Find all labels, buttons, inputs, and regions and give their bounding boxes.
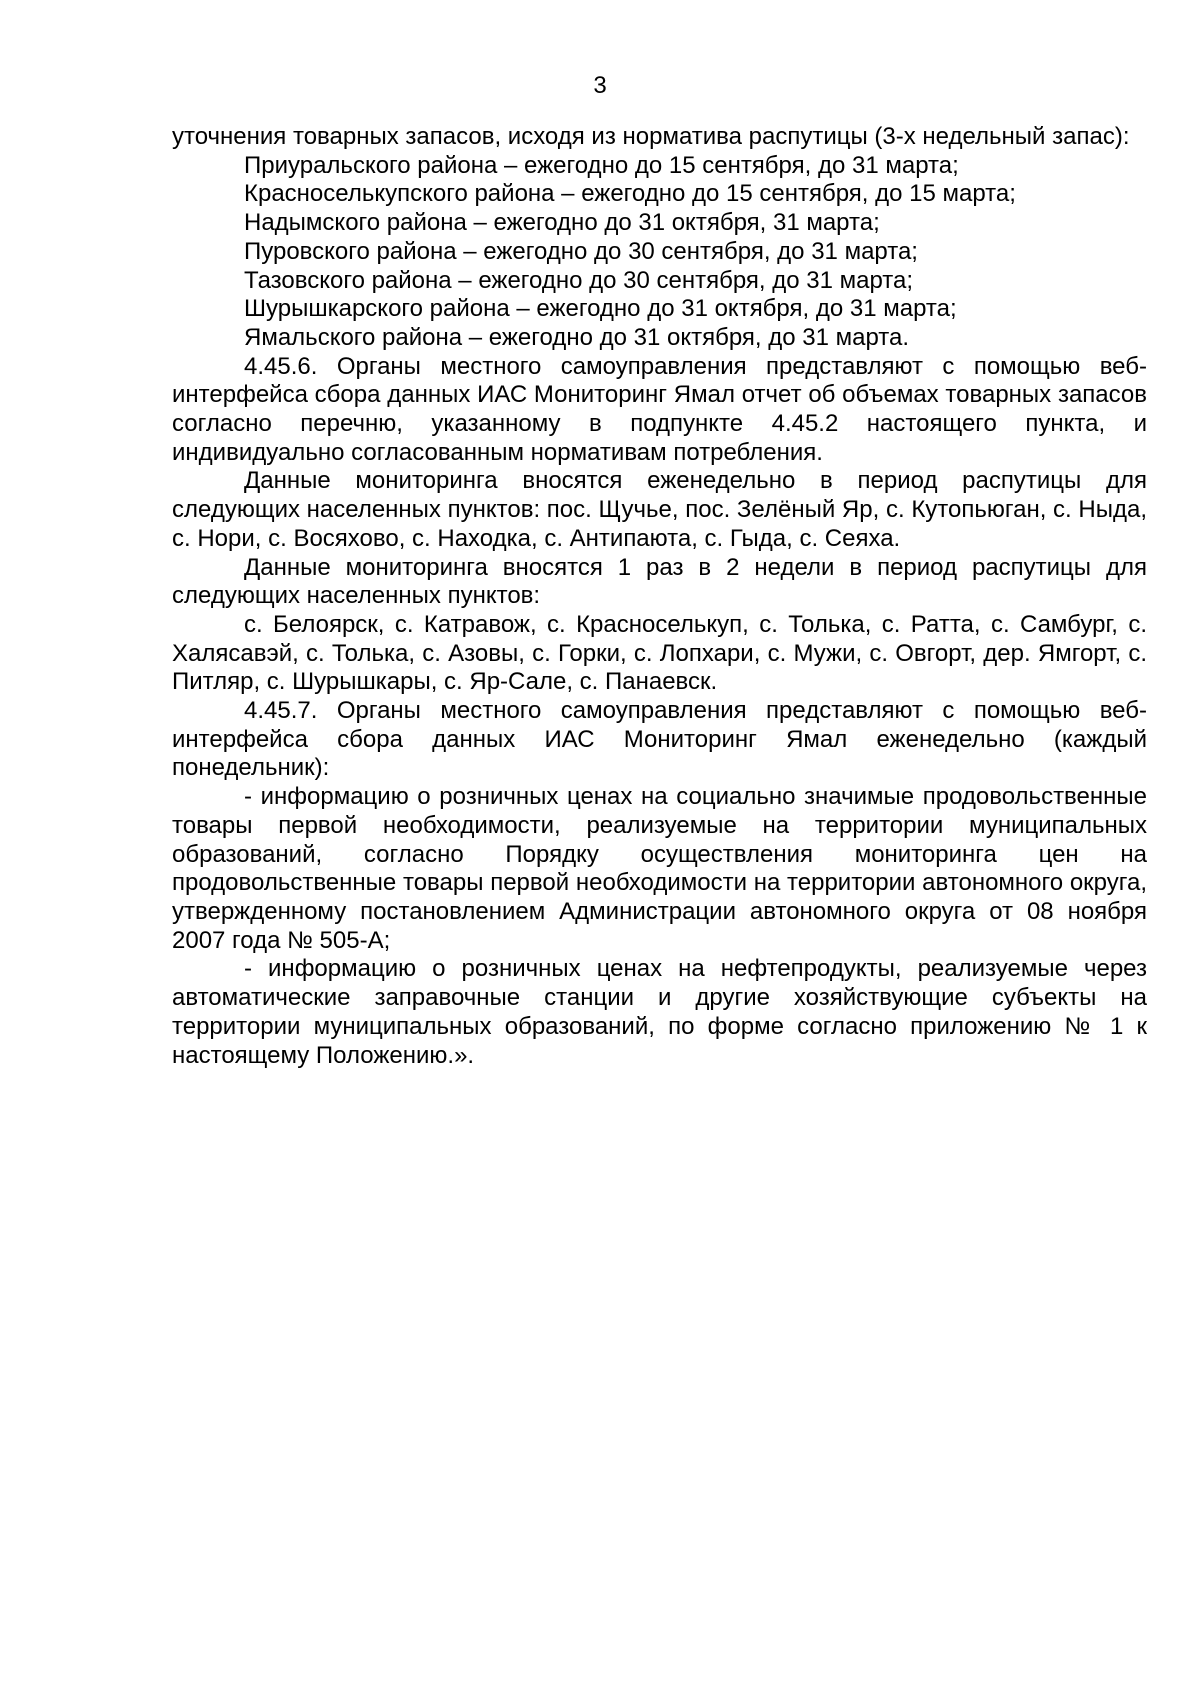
district-line: Шурышкарского района – ежегодно до 31 октября, до 31 марта; [244, 295, 957, 323]
district-line: Тазовского района – ежегодно до 30 сентября, до 31 марта; [244, 266, 914, 294]
paragraph-4-45-6: 4.45.6. Органы местного самоуправления представляют с помощью веб-интерфейса сбора данных ИАС Мониторинг Ямал отчет об объемах товарных запасов согласно перечню, указанному в подпункте 4.45.2 настоящего пункта, и индивидуально согласованным нормативам потребления. [172, 352, 1147, 466]
district-line: Надымского района – ежегодно до 31 октября, 31 марта; [244, 209, 880, 237]
paragraph-food-prices: - информацию о розничных ценах на социально значимые продовольственные товары первой необходимости, реализуемые на территории муниципальных образований, согласно Порядку осуществления мониторинга цен на продовольственные товары первой необходимости на территории автономного округа, утвержденному постановлением Администрации автономного округа от 08 ноября 2007 года № 505-А; [172, 783, 1147, 954]
paragraph-fuel-prices: - информацию о розничных ценах на нефтепродукты, реализуемые через автоматические заправочные станции и другие хозяйствующие субъекты на территории муниципальных образований, по форме согласно приложению № 1 к настоящему Положению.». [172, 955, 1147, 1069]
paragraph-settlements: с. Белоярск, с. Катравож, с. Красноселькуп, с. Толька, с. Ратта, с. Самбург, с. Халясавэй, с. Толька, с. Азовы, с. Горки, с. Лопхари, с. Мужи, с. Овгорт, дер. Ямгорт, с. Питляр, с. Шурышкары, с. Яр-Сале, с. Панаевск. [172, 610, 1147, 696]
document-body [172, 123, 1147, 1070]
district-line: Ямальского района – ежегодно до 31 октября, до 31 марта. [244, 323, 910, 351]
paragraph-weekly-monitoring: Данные мониторинга вносятся еженедельно в период распутицы для следующих населенных пунктов: пос. Щучье, пос. Зелёный Яр, с. Кутопьюган, с. Ныда, с. Нори, с. Восяхово, с. Находка, с. Антипаюта, с. Гыда, с. Сеяха. [172, 467, 1147, 552]
page-number: 3 [593, 72, 607, 99]
district-line: Пуровского района – ежегодно до 30 сентября, до 31 марта; [244, 237, 918, 265]
paragraph-4-45-7: 4.45.7. Органы местного самоуправления представляют с помощью веб-интерфейса сбора данных ИАС Мониторинг Ямал еженедельно (каждый понедельник): [172, 697, 1147, 782]
district-line: Приуральского района – ежегодно до 15 сентября, до 31 марта; [244, 151, 959, 179]
paragraph-intro: уточнения товарных запасов, исходя из норматива распутицы (3-х недельный запас): [172, 123, 1130, 150]
paragraph-biweekly-monitoring: Данные мониторинга вносятся 1 раз в 2 недели в период распутицы для следующих населенных пунктов: [172, 553, 1147, 610]
district-line: Красноселькупского района – ежегодно до 15 сентября, до 15 марта; [244, 180, 1016, 208]
